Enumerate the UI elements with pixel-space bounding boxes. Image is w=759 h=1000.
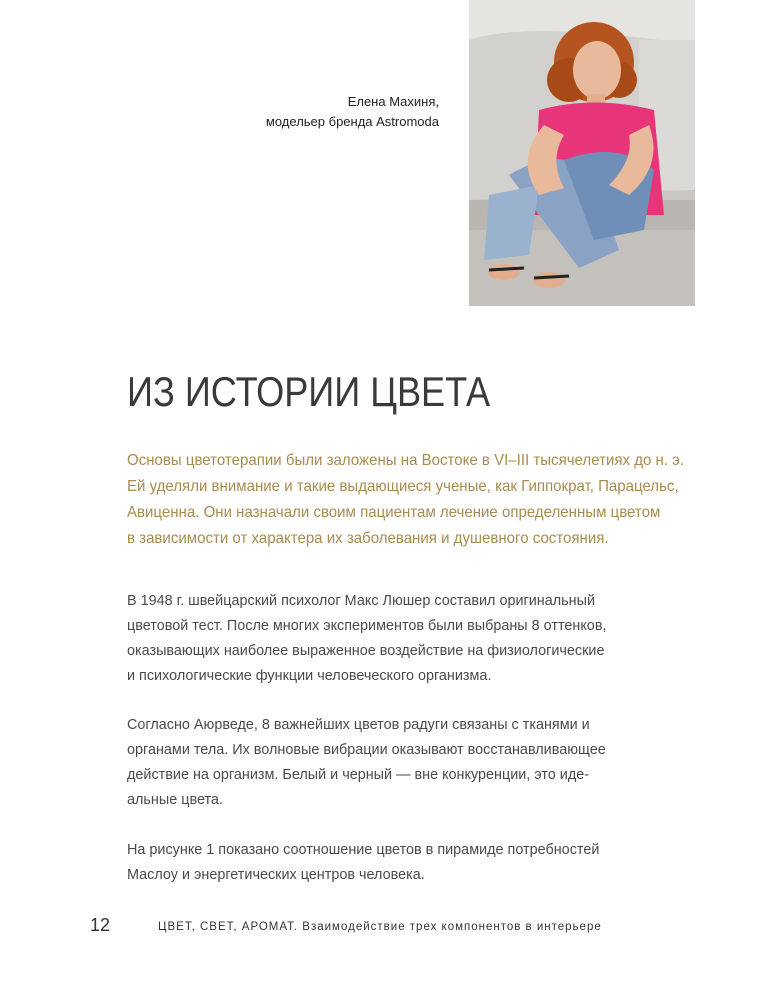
body-paragraph-3	[127, 837, 687, 887]
running-footer: ЦВЕТ, СВЕТ, АРОМАТ. Взаимодействие трех компонентов в интерьере	[158, 921, 602, 933]
caption-name: Елена Махиня,	[347, 94, 439, 109]
section-title: ИЗ ИСТОРИИ ЦВЕТА	[127, 368, 491, 415]
body-line: действие на организм. Белый и черный — вне конкуренции, это иде-	[127, 766, 590, 783]
body-line: и психологические функции человеческого организма.	[127, 667, 492, 684]
lead-line: Основы цветотерапии были заложены на Востоке в VI–III тысячелетиях до н. э.	[127, 452, 685, 469]
body-paragraph-1	[127, 588, 687, 688]
body-line: цветовой тест. После многих экспериментов были выбраны 8 оттенков,	[127, 617, 607, 634]
body-line: органами тела. Их волновые вибрации оказывают восстанавливающее	[127, 741, 606, 758]
body-line: Маслоу и энергетических центров человека.	[127, 866, 425, 883]
body-paragraph-2	[127, 712, 687, 812]
lead-paragraph	[127, 448, 687, 552]
body-line: Согласно Аюрведе, 8 важнейших цветов радуги связаны с тканями и	[127, 716, 590, 733]
lead-line: в зависимости от характера их заболевания и душевного состояния.	[127, 530, 609, 547]
body-line: На рисунке 1 показано соотношение цветов в пирамиде потребностей	[127, 841, 600, 858]
body-line: В 1948 г. швейцарский психолог Макс Люшер составил оригинальный	[127, 592, 596, 609]
body-line: альные цвета.	[127, 791, 223, 808]
page-number: 12	[90, 915, 111, 935]
body-line: оказывающих наиболее выраженное воздействие на физиологические	[127, 642, 605, 659]
portrait-illustration	[469, 0, 695, 306]
portrait-photo	[469, 0, 695, 306]
lead-line: Ей уделяли внимание и такие выдающиеся ученые, как Гиппократ, Парацельс,	[127, 478, 679, 495]
caption-role: модельер бренда Astromoda	[265, 114, 439, 129]
lead-line: Авиценна. Они назначали своим пациентам лечение определенным цветом	[127, 504, 661, 521]
photo-caption	[266, 92, 439, 132]
